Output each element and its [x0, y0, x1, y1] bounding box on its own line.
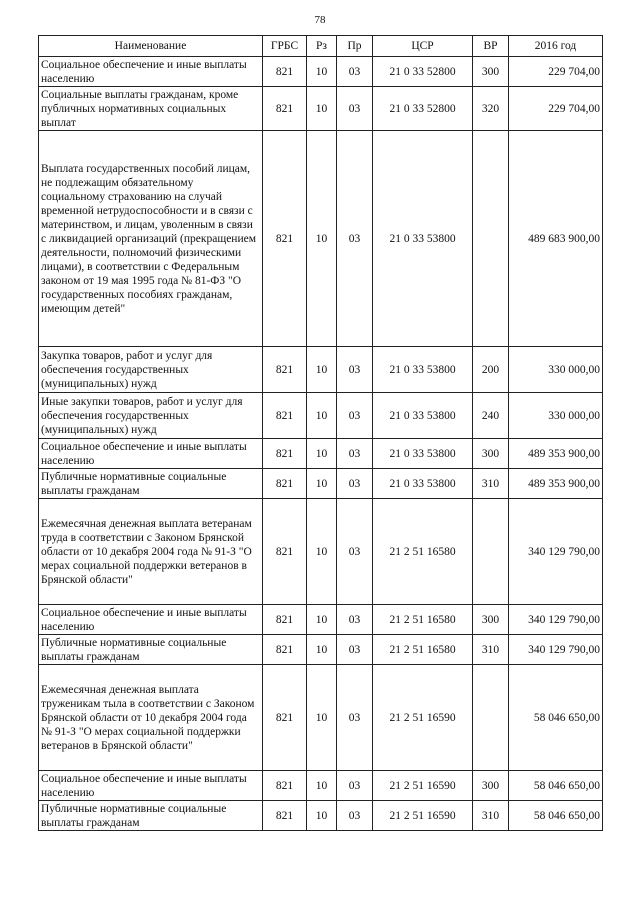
row-csr-cell: 21 0 33 53800 [373, 393, 473, 439]
row-amount-cell: 229 704,00 [509, 87, 603, 131]
table-row [39, 87, 603, 131]
row-pr-cell: 03 [337, 771, 373, 801]
row-vr-cell: 310 [473, 635, 509, 665]
row-name-cell: Выплата государственных пособий лицам, не подлежащим обязательному социальному страхованию на случай временной нетрудоспособности и в связи с материнством, и лицам, уволенным в связи с ликвидацией организаций (прекращением деятельности, полномочий физическими лицами), в соответствии с Федеральным законом от 19 мая 1995 года № 81-ФЗ "О государственных пособиях гражданам, имеющим детей" [39, 131, 263, 347]
row-vr-cell [473, 665, 509, 771]
table-row [39, 499, 603, 605]
row-grbs-cell: 821 [263, 635, 307, 665]
row-csr-cell: 21 2 51 16590 [373, 801, 473, 831]
row-grbs-cell: 821 [263, 393, 307, 439]
row-name-cell: Социальное обеспечение и иные выплаты населению [39, 439, 263, 469]
row-grbs-cell: 821 [263, 87, 307, 131]
column-header-rz: Рз [307, 36, 337, 57]
row-pr-cell: 03 [337, 131, 373, 347]
table-row [39, 347, 603, 393]
row-csr-cell: 21 2 51 16580 [373, 605, 473, 635]
table-row [39, 393, 603, 439]
row-grbs-cell: 821 [263, 57, 307, 87]
table-row [39, 665, 603, 771]
row-amount-cell: 58 046 650,00 [509, 801, 603, 831]
row-grbs-cell: 821 [263, 439, 307, 469]
row-csr-cell: 21 0 33 53800 [373, 469, 473, 499]
budget-table [38, 35, 603, 831]
row-pr-cell: 03 [337, 665, 373, 771]
row-csr-cell: 21 2 51 16590 [373, 665, 473, 771]
row-csr-cell: 21 0 33 53800 [373, 347, 473, 393]
row-amount-cell: 489 353 900,00 [509, 439, 603, 469]
row-rz-cell: 10 [307, 635, 337, 665]
row-vr-cell [473, 499, 509, 605]
row-name-cell: Закупка товаров, работ и услуг для обеспечения государственных (муниципальных) нужд [39, 347, 263, 393]
row-amount-cell: 340 129 790,00 [509, 635, 603, 665]
row-name-cell: Социальные выплаты гражданам, кроме публичных нормативных социальных выплат [39, 87, 263, 131]
row-pr-cell: 03 [337, 499, 373, 605]
row-name-cell: Социальное обеспечение и иные выплаты населению [39, 57, 263, 87]
row-grbs-cell: 821 [263, 801, 307, 831]
column-header-pr: Пр [337, 36, 373, 57]
column-header-grbs: ГРБС [263, 36, 307, 57]
row-pr-cell: 03 [337, 393, 373, 439]
row-rz-cell: 10 [307, 393, 337, 439]
row-vr-cell: 300 [473, 57, 509, 87]
row-grbs-cell: 821 [263, 131, 307, 347]
row-csr-cell: 21 0 33 53800 [373, 131, 473, 347]
row-rz-cell: 10 [307, 499, 337, 605]
row-vr-cell: 300 [473, 439, 509, 469]
row-name-cell: Иные закупки товаров, работ и услуг для обеспечения государственных (муниципальных) нужд [39, 393, 263, 439]
row-vr-cell: 310 [473, 801, 509, 831]
row-pr-cell: 03 [337, 469, 373, 499]
column-header-year: 2016 год [509, 36, 603, 57]
table-header-row [39, 36, 603, 57]
row-amount-cell: 489 353 900,00 [509, 469, 603, 499]
row-amount-cell: 340 129 790,00 [509, 605, 603, 635]
row-csr-cell: 21 0 33 53800 [373, 439, 473, 469]
row-pr-cell: 03 [337, 635, 373, 665]
row-grbs-cell: 821 [263, 605, 307, 635]
row-name-cell: Публичные нормативные социальные выплаты гражданам [39, 801, 263, 831]
row-csr-cell: 21 2 51 16590 [373, 771, 473, 801]
row-rz-cell: 10 [307, 605, 337, 635]
table-row [39, 57, 603, 87]
column-header-name: Наименование [39, 36, 263, 57]
row-vr-cell: 240 [473, 393, 509, 439]
table-row [39, 771, 603, 801]
row-vr-cell: 300 [473, 771, 509, 801]
row-vr-cell: 320 [473, 87, 509, 131]
page-number: 78 [314, 14, 326, 26]
row-pr-cell: 03 [337, 57, 373, 87]
row-name-cell: Публичные нормативные социальные выплаты гражданам [39, 469, 263, 499]
row-name-cell: Ежемесячная денежная выплата труженикам тыла в соответствии с Законом Брянской области от 10 декабря 2004 года № 91-З "О мерах социальной поддержки ветеранов в Брянской области" [39, 665, 263, 771]
row-csr-cell: 21 2 51 16580 [373, 499, 473, 605]
row-pr-cell: 03 [337, 801, 373, 831]
row-rz-cell: 10 [307, 439, 337, 469]
table-row [39, 635, 603, 665]
table-row [39, 131, 603, 347]
row-pr-cell: 03 [337, 439, 373, 469]
row-rz-cell: 10 [307, 771, 337, 801]
row-name-cell: Социальное обеспечение и иные выплаты населению [39, 771, 263, 801]
row-amount-cell: 340 129 790,00 [509, 499, 603, 605]
row-name-cell: Ежемесячная денежная выплата ветеранам труда в соответствии с Законом Брянской области от 10 декабря 2004 года № 91-З "О мерах социальной поддержки ветеранов в Брянской области" [39, 499, 263, 605]
row-vr-cell: 200 [473, 347, 509, 393]
row-grbs-cell: 821 [263, 347, 307, 393]
table-row [39, 605, 603, 635]
row-amount-cell: 330 000,00 [509, 347, 603, 393]
row-grbs-cell: 821 [263, 665, 307, 771]
row-amount-cell: 229 704,00 [509, 57, 603, 87]
row-grbs-cell: 821 [263, 469, 307, 499]
row-amount-cell: 58 046 650,00 [509, 665, 603, 771]
row-grbs-cell: 821 [263, 499, 307, 605]
row-vr-cell: 310 [473, 469, 509, 499]
table-row [39, 801, 603, 831]
row-grbs-cell: 821 [263, 771, 307, 801]
row-rz-cell: 10 [307, 347, 337, 393]
row-rz-cell: 10 [307, 801, 337, 831]
table-row [39, 469, 603, 499]
row-amount-cell: 58 046 650,00 [509, 771, 603, 801]
table-row [39, 439, 603, 469]
column-header-vr: ВР [473, 36, 509, 57]
row-pr-cell: 03 [337, 605, 373, 635]
row-name-cell: Публичные нормативные социальные выплаты гражданам [39, 635, 263, 665]
row-csr-cell: 21 0 33 52800 [373, 57, 473, 87]
row-csr-cell: 21 0 33 52800 [373, 87, 473, 131]
column-header-csr: ЦСР [373, 36, 473, 57]
row-pr-cell: 03 [337, 347, 373, 393]
row-vr-cell: 300 [473, 605, 509, 635]
row-pr-cell: 03 [337, 87, 373, 131]
row-rz-cell: 10 [307, 131, 337, 347]
row-csr-cell: 21 2 51 16580 [373, 635, 473, 665]
row-amount-cell: 489 683 900,00 [509, 131, 603, 347]
row-rz-cell: 10 [307, 57, 337, 87]
row-amount-cell: 330 000,00 [509, 393, 603, 439]
row-vr-cell [473, 131, 509, 347]
row-rz-cell: 10 [307, 87, 337, 131]
row-rz-cell: 10 [307, 665, 337, 771]
row-name-cell: Социальное обеспечение и иные выплаты населению [39, 605, 263, 635]
row-rz-cell: 10 [307, 469, 337, 499]
